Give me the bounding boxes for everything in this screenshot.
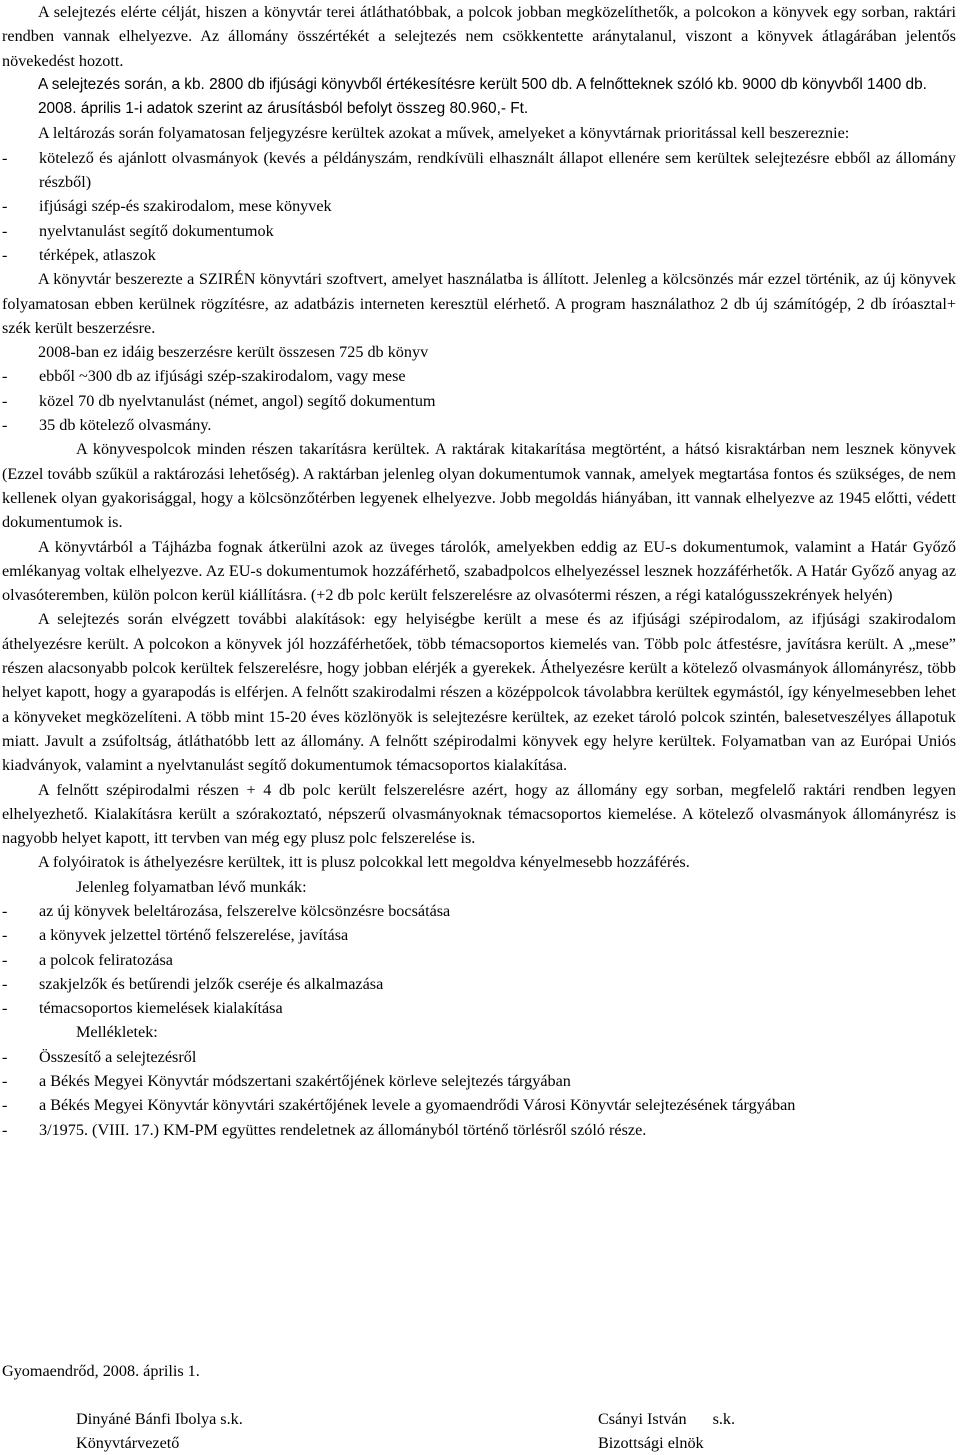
ongoing-work-list bbox=[2, 899, 956, 1020]
signature-role: Könyvtárvezető bbox=[76, 1434, 180, 1452]
list-item: - Összesítő a selejtezésről bbox=[2, 1047, 197, 1066]
list-item: - nyelvtanulást segítő dokumentumok bbox=[2, 221, 274, 240]
list-item: - a Békés Megyei Könyvtár módszertani szakértőjének körleve selejtezés tárgyában bbox=[2, 1072, 571, 1091]
list-item: - ifjúsági szép-és szakirodalom, mese könyvek bbox=[2, 197, 332, 216]
list-item: - 35 db kötelező olvasmány. bbox=[2, 416, 212, 435]
signature-sk: s.k. bbox=[712, 1410, 736, 1428]
place-and-date: Gyomaendrőd, 2008. április 1. bbox=[2, 1362, 200, 1380]
list-item: - közel 70 db nyelvtanulást (német, angol) segítő dokumentum bbox=[2, 391, 436, 410]
list-item: - témacsoportos kiemelések kialakítása bbox=[2, 999, 283, 1018]
paragraph-sales-amount: 2008. április 1-i adatok szerint az árusításból befolyt összeg 80.960,- Ft. bbox=[38, 100, 529, 118]
paragraph-priority-intro: A leltározás során folyamatosan feljegyzésre kerültek azokat a művek, amelyeket a könyvtárnak prioritással kell beszereznie: bbox=[38, 124, 850, 143]
list-item: - a polcok feliratozása bbox=[2, 950, 173, 969]
document-body bbox=[2, 0, 956, 1142]
signature-name-line bbox=[598, 1407, 735, 1431]
list-item: - a Békés Megyei Könyvtár könyvtári szakértőjének levele a gyomaendrődi Városi Könyvtár selejtezésének tárgyában bbox=[2, 1096, 796, 1115]
heading-annexes: Mellékletek: bbox=[76, 1023, 158, 1042]
purchases-list bbox=[2, 364, 956, 437]
signature-name: Dinyáné Bánfi Ibolya s.k. bbox=[76, 1410, 243, 1428]
paragraph-tajhaz: A könyvtárból a Tájházba fognak átkerülni azok az üveges tárolók, amelyekben eddig az EU-s dokumentumok, valamint a Határ Győző emlékanyag voltak elhelyezve. Az EU-s dokumentumok hozzáférhető, szabadpolcos elhelyezéssel lesznek hozzáférhetők. A Határ Győző anyag az olvasóteremben, külön polcon kerül kiállításra. (+2 db polc került felszerelésre az olvasótermi részen, a régi katalógusszekrények helyén) bbox=[2, 537, 956, 605]
list-item: - ebből ~300 db az ifjúsági szép-szakirodalom, vagy mese bbox=[2, 367, 406, 386]
list-item: - szakjelzők és betűrendi jelzők cseréje és alkalmazása bbox=[2, 974, 384, 993]
heading-ongoing-work: Jelenleg folyamatban lévő munkák: bbox=[76, 877, 307, 896]
paragraph-shelving: A felnőtt szépirodalmi részen + 4 db polc került felszerelésre azért, hogy az állomány egy sorban, megfelelő raktári rendben legyen elhelyezhető. Kialakításra került a szórakoztató, népszerű olvasmányoknak témacsoportos kiemelése. A kötelező olvasmányok állományrész is nagyobb helyet kapott, itt tervben van még egy plusz polc felszerelése is. bbox=[2, 780, 956, 848]
paragraph-selection-result: A selejtezés elérte célját, hiszen a könyvtár terei átláthatóbbak, a polcok jobban megközelíthetők, a polcokon a könyvek egy sorban, raktári rendben vannak elhelyezve. Az állomány összértékét a selejtezés nem csökkentette aránytalanul, viszont a könyvek átlagárában jelentős növekedést hozott. bbox=[2, 3, 956, 70]
list-item: - a könyvek jelzettel történő felszerelése, javítása bbox=[2, 926, 349, 945]
paragraph-software: A könyvtár beszerezte a SZIRÉN könyvtári szoftvert, amelyet használatba is állított. Jelenleg a kölcsönzés már ezzel történik, az új könyvek folyamatosan ebben kerülnek rögzítésre, az adatbázis interneten keresztül elérhető. A program használathoz 2 db új számítógép, 2 db íróasztal+ szék került beszerzésre. bbox=[2, 270, 956, 337]
list-item: - 3/1975. (VIII. 17.) KM-PM együttes rendeletnek az állományból történő törlésről szóló része. bbox=[2, 1120, 647, 1139]
signature-name: Csányi István bbox=[598, 1410, 687, 1428]
paragraph-periodicals: A folyóiratok is áthelyezésre kerültek, itt is plusz polcokkal lett megoldva kényelmesebb hozzáférés. bbox=[38, 853, 690, 872]
signature-committee-chair bbox=[598, 1407, 735, 1455]
paragraph-cleaning: A könyvespolcok minden részen takarításra kerültek. A raktárak kitakarítása megtörtént, a hátsó kisraktárban nem lesznek könyvek (Ezzel tovább szűkül a raktározási lehetőség). A raktárban jelenleg olyan dokumentumok vannak, amelyek megtartása fontos és szükséges, de nem kellenek olyan gyakorisággal, hogy a kölcsönzőtérben legyenek elhelyezve. Jobb megoldás hiányában, itt vannak elhelyezve az 1945 előtti, védett dokumentumok is. bbox=[2, 440, 956, 532]
paragraph-purchases-intro: 2008-ban ez idáig beszerzésre került összesen 725 db könyv bbox=[38, 343, 429, 362]
signature-role: Bizottsági elnök bbox=[598, 1434, 704, 1452]
paragraph-selection-figures: A selejtezés során, a kb. 2800 db ifjúsági könyvből értékesítésre került 500 db. A felnőtteknek szóló kb. 9000 db könyvből 1400 db. bbox=[38, 75, 927, 93]
priority-list bbox=[2, 146, 956, 267]
signature-librarian bbox=[76, 1407, 243, 1455]
list-item: - az új könyvek beleltározása, felszerelve kölcsönzésre bocsátása bbox=[2, 901, 451, 920]
annexes-list bbox=[2, 1045, 956, 1142]
list-item: - térképek, atlaszok bbox=[2, 245, 156, 264]
list-item: - kötelező és ajánlott olvasmányok (kevés a példányszám, rendkívüli elhasznált állapot ellenére sem kerültek selejtezésre ebből az állomány részből) bbox=[2, 148, 956, 192]
paragraph-further-changes: A selejtezés során elvégzett további alakítások: egy helyiségbe került a mese és az ifjúsági szépirodalom, az ifjúsági szakirodalom áthelyezésre került. A polcokon a könyvek jól hozzáférhetőek, több témacsoportos kiemelés van. Több polc átfestésre, javításra került. A „mese” részen alacsonyabb polcok kerültek felszerelésre, hogy jobban elérjék a gyerekek. Áthelyezésre került a kötelező olvasmányok állományrész, több helyet kapott, hogy a gyarapodás is elférjen. A felnőtt szakirodalmi részen a középpolcok távolabbra kerültek egymástól, így kényelmesebben lehet a könyveket megközelíteni. A több mint 15-20 éves közlönyök is selejtezésre kerültek, az ezeket tároló polcok szintén, balesetveszélyes állapotuk miatt. Javult a zsúfoltság, átláthatóbb lett az állomány. A felnőtt szépirodalmi könyvek egy helyre kerültek. Folyamatban van az Európai Uniós kiadványok, valamint a nyelvtanulást segítő dokumentumok témacsoportos kialakítása. bbox=[2, 610, 956, 775]
